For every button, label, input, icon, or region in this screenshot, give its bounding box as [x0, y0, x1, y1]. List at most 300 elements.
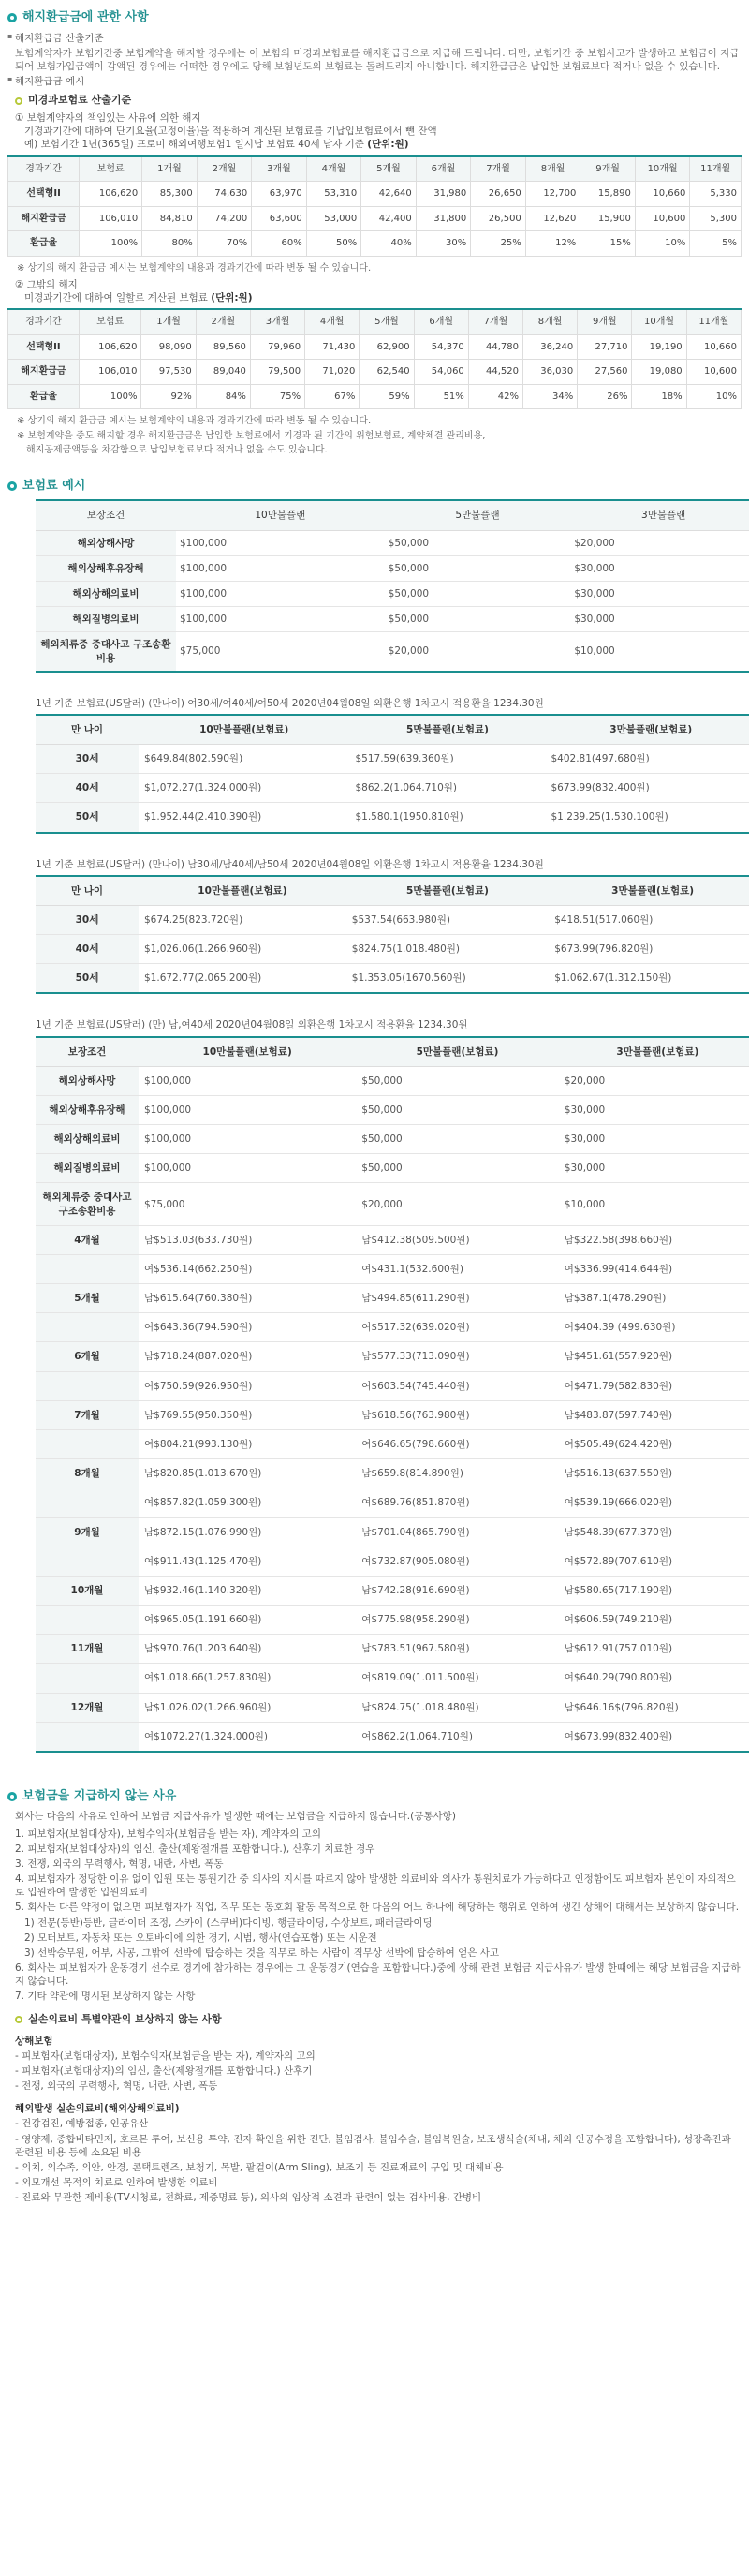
table-cell: $30,000 [570, 582, 749, 607]
section-refund-title: 해지환급금에 관한 사항 [7, 9, 742, 26]
month-cell [36, 1429, 139, 1458]
row-header: 해지환급금 [8, 206, 80, 231]
table-cell: 89,040 [196, 360, 250, 385]
coverage-table [36, 499, 749, 672]
table-cell: 여$965.05(1.191.660원) [139, 1606, 356, 1635]
table-row [36, 1371, 749, 1400]
table-cell: 26,650 [471, 182, 526, 207]
table-cell: 남$615.64(760.380원) [139, 1284, 356, 1313]
female-premium-caption: 1년 기준 보험료(US달러) (만나이) 여30세/여40세/여50세 2020년04월08일 외환은행 1차고시 적용환율 1234.30원 [36, 697, 544, 709]
refund-note-3: ※ 보험계약을 중도 해지할 경우 해지환급금은 납입한 보험료에서 기경과 된 기간의 위험보험료, 계약체결 관리비용, [17, 430, 486, 441]
table-cell: 31,980 [416, 182, 471, 207]
table-cell: $100,000 [176, 555, 385, 581]
table-cell: 60% [252, 231, 307, 257]
column-header: 보장조건 [36, 500, 176, 530]
table-row [36, 555, 749, 581]
table-cell: 남$824.75(1.018.480원) [356, 1693, 558, 1722]
monthly-premium-table [36, 1036, 749, 1753]
table-cell: 71,020 [305, 360, 360, 385]
table-cell: $30,000 [559, 1095, 749, 1124]
column-header: 3개월 [252, 156, 307, 182]
table-cell: 남$387.1(478.290원) [559, 1284, 749, 1313]
table-cell: 남$970.76(1.203.640원) [139, 1635, 356, 1664]
table-cell: $418.51(517.060원) [549, 905, 749, 934]
special-terms-heading: 실손의료비 특별약관의 보상하지 않는 사항 [15, 2013, 742, 2027]
table-cell: 5,330 [690, 182, 742, 207]
bullet-circle-icon [7, 481, 17, 491]
table-cell: 여$640.29(790.800원) [559, 1664, 749, 1693]
table-cell: 70% [197, 231, 252, 257]
column-header: 10만불플랜(보험료) [139, 1037, 356, 1067]
table-cell: 71,430 [305, 334, 360, 360]
table-cell: 여$606.59(749.210원) [559, 1606, 749, 1635]
table-cell: 여$732.87(905.080원) [356, 1547, 558, 1576]
table-cell: 여$1072.27(1.324.000원) [139, 1722, 356, 1752]
table-cell: 남$494.85(611.290원) [356, 1284, 558, 1313]
column-header: 3개월 [250, 309, 304, 334]
table-cell: 106,010 [80, 206, 142, 231]
list-item: 6. 회사는 피보험자가 운동경기 선수로 경기에 참가하는 경우에는 그 운동경기(연습을 포함합니다.)중에 상해 관련 보험금 지급사유가 발생 한때에는 해당 보험금을 지급하지 않습니다. [15, 1962, 741, 1988]
table-row [36, 1154, 749, 1183]
table-cell: 15,900 [580, 206, 636, 231]
table-row [36, 1284, 749, 1313]
table-cell: 19,080 [632, 360, 686, 385]
table-cell: $20,000 [356, 1183, 558, 1225]
overseas-medical-list [7, 2117, 742, 2204]
table-cell: 84% [196, 384, 250, 409]
table-row [36, 745, 749, 774]
table-cell: 여$819.09(1.011.500원) [356, 1664, 558, 1693]
table-row [36, 1313, 749, 1342]
list-item: - 영양제, 종합비타민제, 호르몬 투여, 보신용 투약, 진자 확인을 위한 진단, 불임검사, 불임수술, 불임복원술, 보조생식술(체내, 체외 인공수정을 포함합니다), 성장촉진과 관련된 비용 등에 소요된 비용 [15, 2133, 731, 2158]
table-cell: $50,000 [385, 582, 571, 607]
unearned-premium-heading: 미경과보험료 산출기준 [15, 94, 742, 108]
table-cell: 남$718.24(887.020원) [139, 1342, 356, 1371]
table-cell: 남$516.13(637.550원) [559, 1459, 749, 1488]
injury-insurance-heading: 상해보험 [15, 2035, 53, 2047]
column-header: 3만불플랜 [570, 500, 749, 530]
table-cell: 18% [632, 384, 686, 409]
table-cell: 26,500 [471, 206, 526, 231]
table-cell: $824.75(1.018.480원) [346, 935, 549, 964]
table-row [36, 1635, 749, 1664]
table-cell: 여$336.99(414.644원) [559, 1254, 749, 1283]
month-cell [36, 1313, 139, 1342]
table-cell: $100,000 [139, 1125, 356, 1154]
month-cell: 10개월 [36, 1576, 139, 1605]
table-row [36, 1183, 749, 1225]
table-row [36, 1517, 749, 1547]
table-cell: 여$673.99(832.400원) [559, 1722, 749, 1752]
table-cell: 100% [80, 231, 142, 257]
column-header: 1개월 [141, 309, 196, 334]
column-header: 10개월 [632, 309, 686, 334]
table-cell: 10,600 [686, 360, 741, 385]
table-cell: $100,000 [139, 1154, 356, 1183]
table-cell: 남$483.87(597.740원) [559, 1400, 749, 1429]
age-cell: 40세 [36, 935, 139, 964]
age-cell: 30세 [36, 905, 139, 934]
table-row [36, 1400, 749, 1429]
column-header: 4개월 [306, 156, 361, 182]
table-row [36, 1693, 749, 1722]
table-cell: $1,072.27(1.324.000원) [139, 774, 349, 803]
row-header: 선택형II [8, 334, 80, 360]
table-cell: 12% [525, 231, 580, 257]
age-cell: 30세 [36, 745, 139, 774]
table-cell: 26% [578, 384, 632, 409]
table-cell: 36,240 [523, 334, 578, 360]
column-header: 보험료 [79, 309, 141, 334]
list-item: - 외모개선 목적의 치료로 인하여 발생한 의료비 [15, 2177, 218, 2189]
table-cell: $20,000 [570, 530, 749, 555]
table-cell: 남$513.03(633.730원) [139, 1225, 356, 1254]
column-header: 3만불플랜(보험료) [546, 715, 749, 745]
month-cell: 9개월 [36, 1517, 139, 1547]
column-header: 9개월 [580, 156, 636, 182]
column-header: 6개월 [414, 309, 468, 334]
coverage-name: 해외상해후유장해 [36, 1095, 139, 1124]
table-cell: $50,000 [385, 607, 571, 632]
table-cell: $50,000 [356, 1095, 558, 1124]
refund-note-4: 해지공제금액등을 차감함으로 납입보험료보다 적거나 없을 수도 있습니다. [26, 445, 328, 456]
table-cell: 50% [306, 231, 361, 257]
table-cell: $1.672.77(2.065.200원) [139, 964, 346, 994]
female-premium-table [36, 714, 749, 834]
coverage-name: 해외질병의료비 [36, 1154, 139, 1183]
table-cell: 여$646.65(798.660원) [356, 1429, 558, 1458]
table-row [36, 632, 749, 672]
table-cell: 여$505.49(624.420원) [559, 1429, 749, 1458]
table-cell: 남$1.026.02(1.266.960원) [139, 1693, 356, 1722]
table-cell: 84,810 [142, 206, 198, 231]
table-cell: 여$517.32(639.020원) [356, 1313, 558, 1342]
table-cell: 51% [414, 384, 468, 409]
month-cell: 8개월 [36, 1459, 139, 1488]
bullet-circle-icon [7, 13, 17, 22]
table-cell: $100,000 [176, 607, 385, 632]
age-cell: 40세 [36, 774, 139, 803]
column-header: 3만불플랜(보험료) [549, 876, 749, 906]
table-cell: 5,300 [690, 206, 742, 231]
table-cell: 여$1.018.66(1.257.830원) [139, 1664, 356, 1693]
month-cell: 11개월 [36, 1635, 139, 1664]
table-cell: $862.2(1.064.710원) [349, 774, 545, 803]
table-cell: $1,026.06(1.266.960원) [139, 935, 346, 964]
table-row [36, 607, 749, 632]
table-cell: $649.84(802.590원) [139, 745, 349, 774]
table-cell: 10% [686, 384, 741, 409]
column-header: 2개월 [196, 309, 250, 334]
table-cell: $1.580.1(1950.810원) [349, 803, 545, 833]
table-cell: 34% [523, 384, 578, 409]
table-cell: 남$820.85(1.013.670원) [139, 1459, 356, 1488]
table-cell: $30,000 [559, 1125, 749, 1154]
table-cell: $1.353.05(1670.560원) [346, 964, 549, 994]
month-cell [36, 1488, 139, 1517]
list-item: 2) 모터보트, 자동차 또는 오토바이에 의한 경기, 시범, 행사(연습포함) 또는 시운전 [24, 1932, 377, 1944]
table-cell: 36,030 [523, 360, 578, 385]
table-cell: 남$872.15(1.076.990원) [139, 1517, 356, 1547]
table-cell: 106,620 [80, 182, 142, 207]
table-row [36, 905, 749, 934]
table-cell: 85,300 [142, 182, 198, 207]
column-header: 10만불플랜(보험료) [139, 876, 346, 906]
table-cell: 15,890 [580, 182, 636, 207]
month-cell [36, 1722, 139, 1752]
column-header: 3만불플랜(보험료) [559, 1037, 749, 1067]
table-cell: 106,010 [79, 360, 141, 385]
table-cell: $30,000 [570, 555, 749, 581]
exclusion-list [7, 1828, 742, 2004]
column-header: 5만불플랜(보험료) [356, 1037, 558, 1067]
table-row [8, 360, 742, 385]
table-cell: $100,000 [139, 1066, 356, 1095]
list-item: 5. 회사는 다른 약정이 없으면 피보험자가 직업, 직무 또는 동호회 활동 목적으로 한 다음의 어느 하나에 해당하는 행위로 인하여 생긴 상해에 대해서는 보상하지 않습니다. [15, 1902, 740, 1914]
table-cell: $10,000 [559, 1183, 749, 1225]
list-item: - 건강검진, 예방접종, 인공유산 [15, 2118, 149, 2130]
month-cell [36, 1254, 139, 1283]
list-item: 4. 피보험자가 정당한 이유 없이 입원 또는 통원기간 중 의사의 지시를 따르지 않아 발생한 의료비와 의사가 통원치료가 가능하다고 인정함에도 피보험자 본인이 자의적으로 입원하여 발생한 입원의료비 [15, 1873, 736, 1899]
table-cell: 남$322.58(398.660원) [559, 1225, 749, 1254]
table-cell: $100,000 [139, 1095, 356, 1124]
refund-note-1: ※ 상기의 해지 환급금 예시는 보험계약의 내용과 경과기간에 따라 변동 될 수 있습니다. [17, 262, 372, 274]
overseas-medical-heading: 해외발생 실손의료비(해외상해의료비) [15, 2103, 180, 2115]
table-cell: 여$804.21(993.130원) [139, 1429, 356, 1458]
table-cell: 31,800 [416, 206, 471, 231]
age-cell: 50세 [36, 964, 139, 994]
table-cell: 44,520 [468, 360, 522, 385]
table-cell: $30,000 [570, 607, 749, 632]
age-cell: 50세 [36, 803, 139, 833]
column-header: 5만불플랜 [385, 500, 571, 530]
table-cell: $20,000 [559, 1066, 749, 1095]
table-cell: 10,660 [686, 334, 741, 360]
table-cell: 남$451.61(557.920원) [559, 1342, 749, 1371]
refund-basis-label: ▪ 해지환급금 산출기준 [7, 32, 742, 45]
table-cell: 여$471.79(582.830원) [559, 1371, 749, 1400]
coverage-name: 해외상해의료비 [36, 1125, 139, 1154]
male-premium-caption: 1년 기준 보험료(US달러) (만나이) 남30세/남40세/남50세 2020년04월08일 외환은행 1차고시 적용환율 1234.30원 [36, 858, 544, 870]
monthly-premium-caption: 1년 기준 보험료(US달러) (만) 남,여40세 2020년04월08일 외환은행 1차고시 적용환율 1234.30원 [36, 1019, 468, 1031]
table-row [36, 1125, 749, 1154]
table-cell: 98,090 [141, 334, 196, 360]
table-cell: 27,560 [578, 360, 632, 385]
table-cell: $30,000 [559, 1154, 749, 1183]
case1-title: ① 보험계약자의 책임있는 사유에 의한 해지 [15, 112, 201, 125]
table-cell: 10,660 [635, 182, 690, 207]
table-cell: 12,620 [525, 206, 580, 231]
row-header: 환급율 [8, 231, 80, 257]
table-cell: 27,710 [578, 334, 632, 360]
table-cell: $75,000 [176, 632, 385, 672]
table-cell: 남$932.46(1.140.320원) [139, 1576, 356, 1605]
table-cell: 남$769.55(950.350원) [139, 1400, 356, 1429]
table-row [8, 182, 742, 207]
table-row [8, 384, 742, 409]
column-header: 경과기간 [8, 309, 80, 334]
table-cell: $402.81(497.680원) [546, 745, 749, 774]
table-cell: 남$548.39(677.370원) [559, 1517, 749, 1547]
column-header: 1개월 [142, 156, 198, 182]
column-header: 2개월 [197, 156, 252, 182]
table-cell: $673.99(832.400원) [546, 774, 749, 803]
table-cell: 여$572.89(707.610원) [559, 1547, 749, 1576]
table-row [36, 1342, 749, 1371]
table-row [36, 1095, 749, 1124]
table-cell: $50,000 [356, 1066, 558, 1095]
table-cell: 12,700 [525, 182, 580, 207]
column-header: 11개월 [686, 309, 741, 334]
table-cell: $517.59(639.360원) [349, 745, 545, 774]
case1-desc2: 예) 보험기간 1년(365일) 프로미 해외여행보험1 일시납 보험료 40세 남자 기준 (단위:원) [24, 139, 409, 151]
table-cell: $1.062.67(1.312.150원) [549, 964, 749, 994]
table-cell: 남$612.91(757.010원) [559, 1635, 749, 1664]
column-header: 7개월 [471, 156, 526, 182]
table-cell: 54,370 [414, 334, 468, 360]
table-cell: $50,000 [385, 555, 571, 581]
table-cell: 74,630 [197, 182, 252, 207]
table-row [36, 1664, 749, 1693]
table-cell: 75% [250, 384, 304, 409]
row-header: 해지환급금 [8, 360, 80, 385]
ring-bullet-icon [15, 2016, 22, 2023]
table-cell: 여$603.54(745.440원) [356, 1371, 558, 1400]
list-item: - 진료와 무관한 제비용(TV시청료, 전화료, 제증명료 등), 의사의 임상적 소견과 관련이 없는 검사비용, 간병비 [15, 2192, 482, 2204]
exclusion-intro: 회사는 다음의 사유로 인하여 보험금 지급사유가 발생한 때에는 보험금을 지급하지 않습니다.(공통사항) [15, 1811, 456, 1823]
table-cell: $50,000 [385, 530, 571, 555]
column-header: 4개월 [305, 309, 360, 334]
month-cell: 4개월 [36, 1225, 139, 1254]
column-header: 10만불플랜(보험료) [139, 715, 349, 745]
table-cell: 남$646.16$(796.820원) [559, 1693, 749, 1722]
ring-bullet-icon [15, 97, 22, 105]
month-cell: 12개월 [36, 1693, 139, 1722]
table-cell: 남$742.28(916.690원) [356, 1576, 558, 1605]
table-cell: 40% [361, 231, 417, 257]
table-cell: 여$431.1(532.600원) [356, 1254, 558, 1283]
coverage-name: 해외상해사망 [36, 530, 176, 555]
male-premium-table [36, 875, 749, 995]
month-cell [36, 1664, 139, 1693]
column-header: 만 나이 [36, 715, 139, 745]
list-item: 2. 피보험자(보험대상자)의 임신, 출산(제왕절개를 포함합니다.), 산후기 치료한 경우 [15, 1843, 375, 1855]
table-cell: 여$404.39 (499.630원) [559, 1313, 749, 1342]
table-row [36, 1254, 749, 1283]
table-row [36, 1459, 749, 1488]
month-cell: 5개월 [36, 1284, 139, 1313]
column-header: 6개월 [416, 156, 471, 182]
table-cell: 67% [305, 384, 360, 409]
month-cell [36, 1371, 139, 1400]
table-cell: 54,060 [414, 360, 468, 385]
refund-table-2 [7, 308, 742, 409]
list-item: - 피보험자(보험대상자)의 임신, 출산(제왕절개를 포함합니다.) 산후기 [15, 2065, 313, 2077]
refund-note-2: ※ 상기의 해지 환급금 예시는 보험계약의 내용과 경과기간에 따라 변동 될 수 있습니다. [17, 416, 372, 427]
column-header: 5만불플랜(보험료) [346, 876, 549, 906]
table-cell: 44,780 [468, 334, 522, 360]
injury-exclusion-list [7, 2050, 742, 2094]
table-cell: 여$536.14(662.250원) [139, 1254, 356, 1283]
table-row [36, 1429, 749, 1458]
table-cell: 74,200 [197, 206, 252, 231]
coverage-name: 해외체류중 중대사고 구조송환비용 [36, 1183, 139, 1225]
list-item: 1) 전문(등반)등반, 글라이더 조정, 스카이 (스쿠버)다이빙, 행글라이딩, 수상보트, 패러글라이딩 [24, 1917, 433, 1929]
list-item: - 전쟁, 외국의 무력행사, 혁명, 내란, 사변, 폭동 [15, 2080, 218, 2093]
month-cell: 7개월 [36, 1400, 139, 1429]
table-row [36, 1225, 749, 1254]
table-cell: 42,640 [361, 182, 417, 207]
table-cell: 97,530 [141, 360, 196, 385]
list-item: 7. 기타 약관에 명시된 보상하지 않는 사항 [15, 1991, 196, 2003]
table-cell: 53,310 [306, 182, 361, 207]
table-cell: 15% [580, 231, 636, 257]
table-cell: 남$577.33(713.090원) [356, 1342, 558, 1371]
table-cell: 106,620 [79, 334, 141, 360]
row-header: 환급율 [8, 384, 80, 409]
table-cell: 남$659.8(814.890원) [356, 1459, 558, 1488]
table-cell: 79,500 [250, 360, 304, 385]
table-cell: 79,960 [250, 334, 304, 360]
column-header: 5만불플랜(보험료) [349, 715, 545, 745]
table-row [36, 1606, 749, 1635]
column-header: 5개월 [360, 309, 414, 334]
table-cell: 여$643.36(794.590원) [139, 1313, 356, 1342]
column-header: 7개월 [468, 309, 522, 334]
row-header: 선택형II [8, 182, 80, 207]
table-cell: 남$580.65(717.190원) [559, 1576, 749, 1605]
table-row [36, 1066, 749, 1095]
case2-desc: 미경과기간에 대하여 일할로 계산된 보험료 (단위:원) [24, 292, 253, 304]
list-item: - 의치, 의수족, 의안, 안경, 콘택트렌즈, 보청기, 목발, 팔걸이(Arm Sling), 보조기 등 진료재료의 구입 및 대체비용 [15, 2161, 504, 2173]
table-cell: 남$701.04(865.790원) [356, 1517, 558, 1547]
column-header: 보험료 [80, 156, 142, 182]
table-row [8, 334, 742, 360]
coverage-name: 해외상해사망 [36, 1066, 139, 1095]
table-cell: 25% [471, 231, 526, 257]
table-cell: 53,000 [306, 206, 361, 231]
refund-table-1 [7, 155, 742, 257]
table-cell: 10,600 [635, 206, 690, 231]
table-cell: 30% [416, 231, 471, 257]
column-header: 10만불플랜 [176, 500, 385, 530]
table-cell: $674.25(823.720원) [139, 905, 346, 934]
column-header: 만 나이 [36, 876, 139, 906]
table-cell: 여$862.2(1.064.710원) [356, 1722, 558, 1752]
table-cell: $673.99(796.820원) [549, 935, 749, 964]
table-cell: 5% [690, 231, 742, 257]
table-cell: 59% [360, 384, 414, 409]
coverage-name: 해외상해의료비 [36, 582, 176, 607]
list-item: 3. 전쟁, 외국의 무력행사, 혁명, 내란, 사변, 폭동 [15, 1858, 224, 1870]
table-cell: 92% [141, 384, 196, 409]
section-example-title: 보험료 예시 [7, 478, 742, 495]
table-cell: 남$618.56(763.980원) [356, 1400, 558, 1429]
table-cell: 남$412.38(509.500원) [356, 1225, 558, 1254]
table-cell: 여$750.59(926.950원) [139, 1371, 356, 1400]
table-cell: $75,000 [139, 1183, 356, 1225]
table-cell: 42% [468, 384, 522, 409]
table-row [36, 1547, 749, 1576]
column-header: 8개월 [523, 309, 578, 334]
month-cell [36, 1606, 139, 1635]
table-cell: 80% [142, 231, 198, 257]
table-cell: 63,600 [252, 206, 307, 231]
column-header: 5개월 [361, 156, 417, 182]
bullet-circle-icon [7, 1792, 17, 1801]
table-cell: $100,000 [176, 530, 385, 555]
list-item: 3) 선박승무원, 어부, 사공, 그밖에 선박에 탑승하는 것을 직무로 하는 사람이 직무상 선박에 탑승하여 얻은 사고 [24, 1947, 500, 1959]
